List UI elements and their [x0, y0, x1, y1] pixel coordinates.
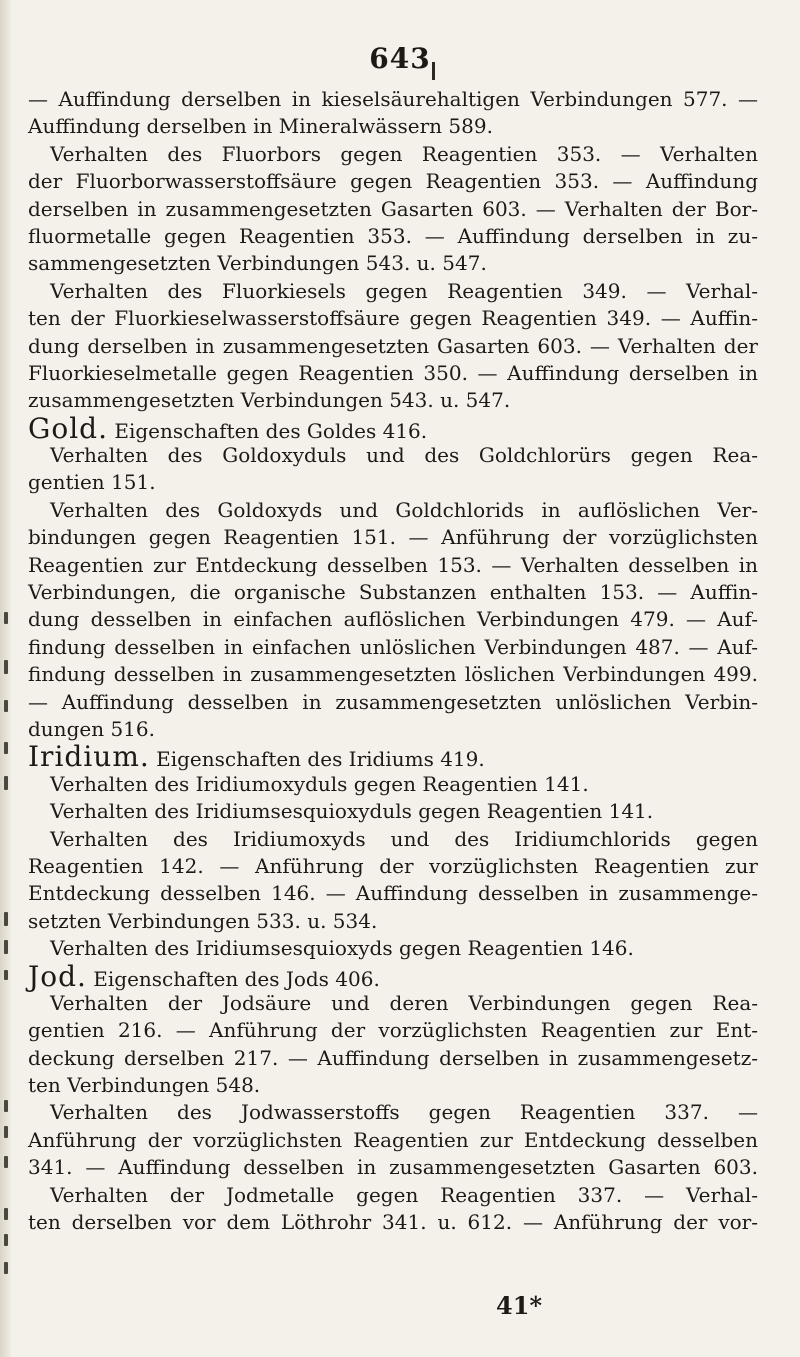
- line-text: Eigenschaften des Jods 406.: [93, 966, 380, 991]
- line-text: Verhalten des Fluorkiesels gegen Reagentien 349. — Verhal-: [50, 278, 758, 303]
- text-line: [28, 880, 758, 907]
- line-text: Verhalten des Jodwasserstoffs gegen Reagentien 337. —: [50, 1100, 758, 1125]
- text-line: [28, 689, 758, 716]
- margin-mark: [4, 776, 8, 790]
- section-heading: Jod.: [28, 959, 87, 993]
- text-line: [28, 908, 758, 935]
- text-line: [28, 141, 758, 168]
- line-text: Reagentien 142. — Anführung der vorzüglichsten Reagentien zur: [28, 853, 758, 878]
- line-text: der Fluorborwasserstoffsäure gegen Reagentien 353. — Auffindung: [28, 169, 758, 194]
- text-line: [28, 1127, 758, 1154]
- line-text: Verhalten des Goldoxyds und Goldchlorids in auflöslichen Ver-: [50, 497, 758, 522]
- line-text: sammengesetzten Verbindungen 543. u. 547.: [28, 251, 487, 276]
- line-text: Verhalten des Iridiumoxyds und des Iridiumchlorids gegen: [50, 826, 758, 851]
- line-text: dungen 516.: [28, 716, 155, 741]
- line-text: Verhalten des Iridiumsesquioxyduls gegen Reagentien 141.: [50, 799, 654, 824]
- text-line: [28, 442, 758, 469]
- text-line: [28, 935, 758, 962]
- text-line: [28, 606, 758, 633]
- text-line: [28, 250, 758, 277]
- line-text: dung derselben in zusammengesetzten Gasarten 603. — Verhalten der: [28, 333, 758, 358]
- line-text: findung desselben in einfachen unlöslichen Verbindungen 487. — Auf-: [28, 634, 758, 659]
- margin-mark: [4, 1156, 8, 1168]
- text-line: [28, 1017, 758, 1044]
- margin-mark: [4, 940, 8, 954]
- text-line: [28, 86, 758, 113]
- text-line: [28, 853, 758, 880]
- text-line: [28, 168, 758, 195]
- text-line: [28, 634, 758, 661]
- line-text: Reagentien zur Entdeckung desselben 153. — Verhalten desselben in: [28, 552, 758, 577]
- line-text: ten der Fluorkieselwasserstoffsäure gegen Reagentien 349. — Auffin-: [28, 306, 758, 331]
- line-text: Fluorkieselmetalle gegen Reagentien 350. — Auffindung derselben in: [28, 360, 758, 385]
- line-text: Verhalten der Jodmetalle gegen Reagentien 337. — Verhal-: [50, 1182, 758, 1207]
- line-text: Auffindung derselben in Mineralwässern 589.: [28, 114, 493, 139]
- text-line: [28, 278, 758, 305]
- text-line: [28, 1154, 758, 1181]
- line-text: Verhalten des Goldoxyduls und des Goldchlorürs gegen Rea-: [50, 443, 758, 468]
- line-text: Entdeckung desselben 146. — Auffindung desselben in zusammenge-: [28, 881, 758, 906]
- text-line: [28, 360, 758, 387]
- text-line: [28, 579, 758, 606]
- text-line: [28, 661, 758, 688]
- text-line: [28, 990, 758, 1017]
- text-line: [28, 333, 758, 360]
- line-text: Eigenschaften des Goldes 416.: [114, 418, 428, 443]
- line-text: derselben in zusammengesetzten Gasarten 603. — Verhalten der Bor-: [28, 196, 758, 221]
- index-text: [28, 86, 758, 1236]
- line-text: 341. — Auffindung desselben in zusammengesetzten Gasarten 603.: [28, 1155, 758, 1180]
- margin-mark: [4, 1100, 8, 1112]
- text-line: [28, 771, 758, 798]
- line-text: Anführung der vorzüglichsten Reagentien zur Entdeckung desselben: [28, 1127, 758, 1152]
- line-text: Verhalten des Iridiumoxyduls gegen Reagentien 141.: [50, 771, 589, 796]
- text-line: [28, 1072, 758, 1099]
- section-heading: Iridium.: [28, 740, 150, 774]
- margin-mark: [4, 612, 8, 624]
- text-line: [28, 223, 758, 250]
- text-line: [28, 524, 758, 551]
- margin-mark: [4, 660, 8, 674]
- text-line: [28, 716, 758, 743]
- line-text: — Auffindung desselben in zusammengesetzten unlöslichen Verbin-: [28, 689, 758, 714]
- section-heading-line: [28, 411, 758, 445]
- line-text: Verhalten des Iridiumsesquioxyds gegen Reagentien 146.: [50, 936, 634, 961]
- line-text: dung desselben in einfachen auflöslichen Verbindungen 479. — Auf-: [28, 607, 758, 632]
- line-text: findung desselben in zusammengesetzten löslichen Verbindungen 499.: [28, 662, 758, 687]
- text-line: [28, 113, 758, 140]
- line-text: setzten Verbindungen 533. u. 534.: [28, 908, 378, 933]
- text-line: [28, 1099, 758, 1126]
- line-text: zusammengesetzten Verbindungen 543. u. 547.: [28, 388, 511, 413]
- text-line: [28, 196, 758, 223]
- text-line: [28, 497, 758, 524]
- text-line: [28, 305, 758, 332]
- line-text: gentien 151.: [28, 470, 156, 495]
- line-text: gentien 216. — Anführung der vorzüglichsten Reagentien zur Ent-: [28, 1018, 758, 1043]
- section-heading-line: [28, 959, 758, 993]
- margin-marks: [2, 0, 12, 1357]
- line-text: — Auffindung derselben in kieselsäurehaltigen Verbindungen 577. —: [28, 87, 758, 111]
- margin-mark: [4, 912, 8, 926]
- text-line: [28, 1045, 758, 1072]
- text-line: [28, 552, 758, 579]
- text-line: [28, 826, 758, 853]
- line-text: Verbindungen, die organische Substanzen enthalten 153. — Auffin-: [28, 580, 758, 605]
- line-text: Eigenschaften des Iridiums 419.: [156, 747, 485, 772]
- line-text: ten Verbindungen 548.: [28, 1073, 261, 1098]
- margin-mark: [4, 970, 8, 980]
- text-line: [28, 469, 758, 496]
- text-line: [28, 798, 758, 825]
- margin-mark: [4, 1234, 8, 1246]
- text-line: [28, 1209, 758, 1236]
- margin-mark: [4, 1262, 8, 1274]
- line-text: bindungen gegen Reagentien 151. — Anführung der vorzüglichsten: [28, 525, 758, 550]
- line-text: ten derselben vor dem Löthrohr 341. u. 612. — Anführung der vor-: [28, 1210, 758, 1235]
- page-number: 643: [369, 42, 431, 75]
- text-line: [28, 1182, 758, 1209]
- section-heading: Gold.: [28, 411, 109, 445]
- section-heading-line: [28, 740, 758, 774]
- line-text: deckung derselben 217. — Auffindung derselben in zusammengesetz-: [28, 1045, 758, 1070]
- margin-mark: [4, 700, 8, 712]
- line-text: Verhalten der Jodsäure und deren Verbindungen gegen Rea-: [50, 990, 758, 1015]
- line-text: Verhalten des Fluorbors gegen Reagentien 353. — Verhalten: [50, 141, 758, 166]
- margin-mark: [4, 742, 8, 754]
- printer-signature: 41*: [496, 1291, 542, 1320]
- margin-mark: [4, 1208, 8, 1220]
- text-line: [28, 387, 758, 414]
- line-text: fluormetalle gegen Reagentien 353. — Auffindung derselben in zu-: [28, 223, 758, 248]
- margin-mark: [4, 1126, 8, 1138]
